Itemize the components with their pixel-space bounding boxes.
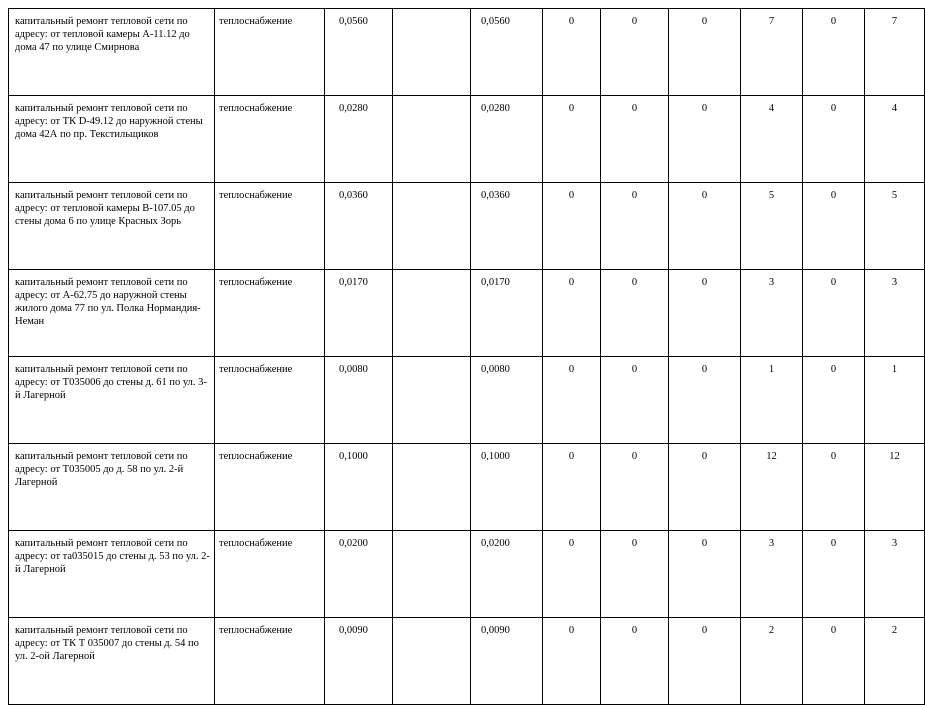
table-row (9, 357, 925, 444)
value-cell-3: 0 (669, 357, 741, 444)
value-cell-5: 0 (803, 96, 865, 183)
value-cell-3: 0 (669, 531, 741, 618)
length-total-cell: 0,0080 (471, 357, 543, 444)
length-total-cell: 0,0360 (471, 183, 543, 270)
value-cell-4: 7 (741, 9, 803, 96)
value-cell-6: 4 (865, 96, 925, 183)
utility-type-cell: теплоснабжение (215, 618, 325, 705)
value-cell-2: 0 (601, 444, 669, 531)
value-cell-2: 0 (601, 531, 669, 618)
utility-type-cell: теплоснабжение (215, 270, 325, 357)
value-cell-3: 0 (669, 9, 741, 96)
work-description-cell: капитальный ремонт тепловой сети по адресу: от Т035006 до стены д. 61 по ул. 3-й Лагерной (9, 357, 215, 444)
utility-type-cell: теплоснабжение (215, 531, 325, 618)
value-cell-1: 0 (543, 618, 601, 705)
table-row (9, 531, 925, 618)
length-cell: 0,0560 (325, 9, 393, 96)
length-total-cell: 0,1000 (471, 444, 543, 531)
value-cell-3: 0 (669, 444, 741, 531)
value-cell-6: 3 (865, 531, 925, 618)
value-cell-2: 0 (601, 270, 669, 357)
value-cell-3: 0 (669, 183, 741, 270)
value-cell-4: 5 (741, 183, 803, 270)
value-cell-6: 2 (865, 618, 925, 705)
value-cell-3: 0 (669, 96, 741, 183)
empty-cell (393, 183, 471, 270)
value-cell-1: 0 (543, 444, 601, 531)
value-cell-1: 0 (543, 183, 601, 270)
value-cell-4: 3 (741, 270, 803, 357)
length-total-cell: 0,0090 (471, 618, 543, 705)
table-body (9, 9, 925, 705)
work-description-cell: капитальный ремонт тепловой сети по адресу: от тепловой камеры В-107.05 до стены дома 6 по улице Красных Зорь (9, 183, 215, 270)
table-row (9, 444, 925, 531)
value-cell-1: 0 (543, 96, 601, 183)
empty-cell (393, 96, 471, 183)
length-cell: 0,0280 (325, 96, 393, 183)
value-cell-5: 0 (803, 9, 865, 96)
empty-cell (393, 357, 471, 444)
value-cell-3: 0 (669, 618, 741, 705)
value-cell-6: 7 (865, 9, 925, 96)
value-cell-5: 0 (803, 183, 865, 270)
value-cell-6: 1 (865, 357, 925, 444)
value-cell-2: 0 (601, 618, 669, 705)
value-cell-6: 12 (865, 444, 925, 531)
utility-type-cell: теплоснабжение (215, 357, 325, 444)
value-cell-5: 0 (803, 531, 865, 618)
empty-cell (393, 618, 471, 705)
value-cell-1: 0 (543, 531, 601, 618)
utility-type-cell: теплоснабжение (215, 444, 325, 531)
work-description-cell: капитальный ремонт тепловой сети по адресу: от та035015 до стены д. 53 по ул. 2-й Лагерной (9, 531, 215, 618)
utility-type-cell: теплоснабжение (215, 96, 325, 183)
heat-network-repair-table (8, 8, 925, 705)
length-cell: 0,0170 (325, 270, 393, 357)
work-description-cell: капитальный ремонт тепловой сети по адресу: от ТК Т 035007 до стены д. 54 по ул. 2-ой Лагерной (9, 618, 215, 705)
value-cell-2: 0 (601, 96, 669, 183)
value-cell-1: 0 (543, 357, 601, 444)
work-description-cell: капитальный ремонт тепловой сети по адресу: от ТК D-49.12 до наружной стены дома 42А по пр. Текстильщиков (9, 96, 215, 183)
value-cell-1: 0 (543, 270, 601, 357)
table-row (9, 618, 925, 705)
table-row (9, 96, 925, 183)
work-description-cell: капитальный ремонт тепловой сети по адресу: от тепловой камеры А-11.12 до дома 47 по улице Смирнова (9, 9, 215, 96)
length-total-cell: 0,0560 (471, 9, 543, 96)
length-total-cell: 0,0170 (471, 270, 543, 357)
value-cell-4: 12 (741, 444, 803, 531)
table-row (9, 183, 925, 270)
empty-cell (393, 531, 471, 618)
table-row (9, 270, 925, 357)
empty-cell (393, 270, 471, 357)
utility-type-cell: теплоснабжение (215, 9, 325, 96)
value-cell-2: 0 (601, 183, 669, 270)
value-cell-3: 0 (669, 270, 741, 357)
length-cell: 0,0200 (325, 531, 393, 618)
length-total-cell: 0,0200 (471, 531, 543, 618)
length-cell: 0,0080 (325, 357, 393, 444)
value-cell-4: 4 (741, 96, 803, 183)
work-description-cell: капитальный ремонт тепловой сети по адресу: от Т035005 до д. 58 по ул. 2-й Лагерной (9, 444, 215, 531)
length-cell: 0,1000 (325, 444, 393, 531)
value-cell-1: 0 (543, 9, 601, 96)
empty-cell (393, 444, 471, 531)
value-cell-6: 3 (865, 270, 925, 357)
value-cell-4: 3 (741, 531, 803, 618)
value-cell-5: 0 (803, 444, 865, 531)
utility-type-cell: теплоснабжение (215, 183, 325, 270)
value-cell-5: 0 (803, 270, 865, 357)
value-cell-5: 0 (803, 357, 865, 444)
value-cell-5: 0 (803, 618, 865, 705)
value-cell-6: 5 (865, 183, 925, 270)
length-cell: 0,0090 (325, 618, 393, 705)
value-cell-2: 0 (601, 9, 669, 96)
length-cell: 0,0360 (325, 183, 393, 270)
length-total-cell: 0,0280 (471, 96, 543, 183)
value-cell-4: 1 (741, 357, 803, 444)
work-description-cell: капитальный ремонт тепловой сети по адресу: от А-62.75 до наружной стены жилого дома 77 по ул. Полка Нормандия-Неман (9, 270, 215, 357)
table-row (9, 9, 925, 96)
value-cell-4: 2 (741, 618, 803, 705)
value-cell-2: 0 (601, 357, 669, 444)
empty-cell (393, 9, 471, 96)
